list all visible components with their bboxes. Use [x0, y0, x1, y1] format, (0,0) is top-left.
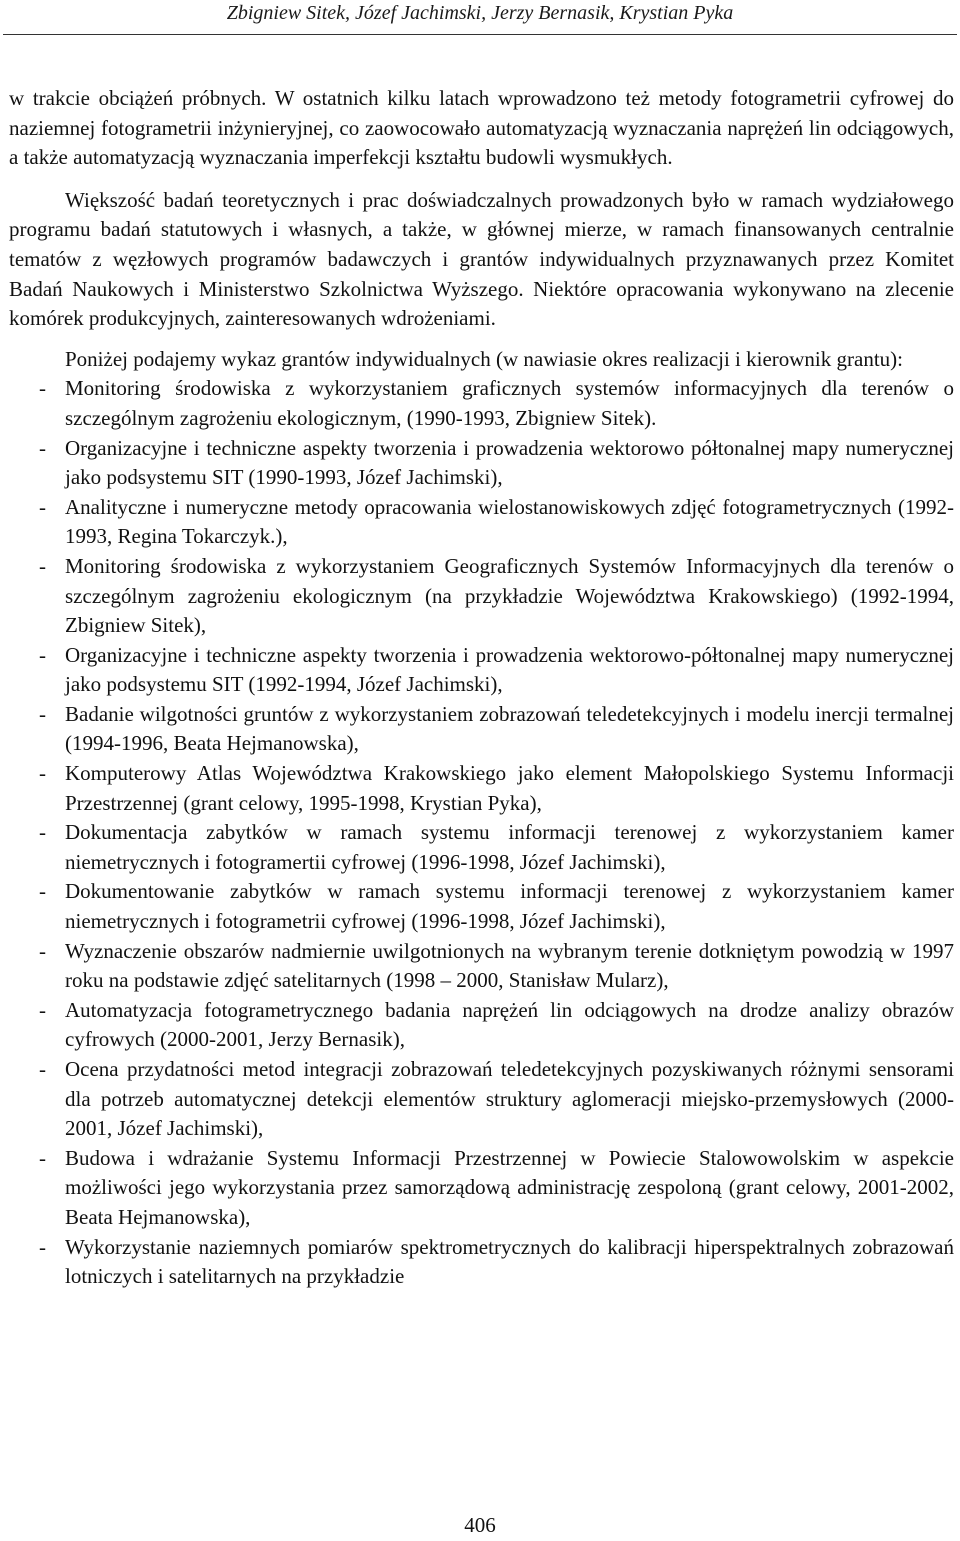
- grant-list-item: [9, 877, 954, 936]
- header-divider: [3, 34, 957, 35]
- list-dash-marker: -: [39, 820, 46, 845]
- page-number: 406: [464, 1513, 496, 1537]
- list-dash-marker: -: [39, 1057, 46, 1081]
- grant-description: Badanie wilgotności gruntów z wykorzystaniem zobrazowań teledetekcyjnych i modelu inercji termalnej (1994-1996, Beata Hejmanowska),: [65, 701, 954, 756]
- list-dash-marker: -: [39, 938, 46, 963]
- grant-list-item: [9, 552, 954, 641]
- grant-list-item: [9, 1055, 954, 1144]
- grant-list-item: [9, 1233, 954, 1292]
- grant-list-item: [9, 434, 954, 493]
- list-dash-marker: -: [39, 1234, 46, 1259]
- grant-list-item: [9, 700, 954, 759]
- grant-list-item: [9, 937, 954, 996]
- list-dash-marker: -: [39, 1145, 46, 1170]
- grant-list-item: [9, 818, 954, 877]
- grant-description: Wyznaczenie obszarów nadmiernie uwilgotnionych na wybranym terenie dotkniętym powodzią w 1997 roku na podstawie zdjęć satelitarnych (1998 – 2000, Stanisław Mularz),: [65, 938, 954, 993]
- list-dash-marker: -: [39, 376, 46, 401]
- paragraph-continuation: w trakcie obciążeń próbnych. W ostatnich kilku latach wprowadzono też metody fotogrametrii cyfrowej do naziemnej fotogrametrii inżynieryjnej, co zaowocowało automatyzacją wyznaczania naprężeń lin odciągowych, a także automatyzacją wyznaczania imperfekcji kształtu budowli wysmukłych.: [9, 86, 954, 170]
- grant-description: Budowa i wdrażanie Systemu Informacji Przestrzennej w Powiecie Stalowowolskim w aspekcie możliwości jego wykorzystania przez samorządową administrację zespoloną (grant celowy, 2001-2002, Beata Hejmanowska),: [65, 1145, 954, 1229]
- paragraph-grants-intro: Poniżej podajemy wykaz grantów indywidualnych (w nawiasie okres realizacji i kierownik grantu):: [65, 346, 903, 371]
- header-authors: Zbigniew Sitek, Józef Jachimski, Jerzy Bernasik, Krystian Pyka: [226, 2, 734, 24]
- list-dash-marker: -: [39, 553, 46, 578]
- grant-description: Dokumentacja zabytków w ramach systemu informacji terenowej z wykorzystaniem kamer niemetrycznych i fotogramertii cyfrowej (1996-1998, Józef Jachimski),: [65, 820, 954, 874]
- grant-description: Wykorzystanie naziemnych pomiarów spektrometrycznych do kalibracji hiperspektralnych zobrazowań lotniczych i satelitarnych na przykładzie: [65, 1234, 954, 1289]
- grant-description: Monitoring środowiska z wykorzystaniem graficznych systemów informacyjnych dla terenów o szczególnym zagrożeniu ekologicznym, (1990-1993, Zbigniew Sitek).: [65, 376, 954, 430]
- grant-description: Dokumentowanie zabytków w ramach systemu informacji terenowej z wykorzystaniem kamer niemetrycznych i fotogrametrii cyfrowej (1996-1998, Józef Jachimski),: [65, 879, 954, 934]
- grant-list-item: [9, 759, 954, 818]
- grant-description: Organizacyjne i techniczne aspekty tworzenia i prowadzenia wektorowo półtonalnej mapy numerycznej jako podsystemu SIT (1990-1993, Józef Jachimski),: [65, 435, 954, 490]
- grant-description: Monitoring środowiska z wykorzystaniem Geograficznych Systemów Informacyjnych dla terenów o szczególnym zagrożeniu ekologicznym (na przykładzie Województwa Krakowskiego) (1992-1994, Zbigniew Sitek),: [65, 553, 954, 638]
- list-dash-marker: -: [39, 435, 46, 460]
- list-dash-marker: -: [39, 642, 46, 667]
- list-dash-marker: -: [39, 494, 46, 519]
- grant-list-item: [9, 374, 954, 433]
- list-dash-marker: -: [39, 761, 46, 786]
- list-dash-marker: -: [39, 879, 46, 904]
- grant-list-item: [9, 493, 954, 552]
- running-header: [0, 0, 960, 40]
- grant-list-item: [9, 996, 954, 1055]
- grant-list-item: [9, 1144, 954, 1233]
- page-body: [9, 84, 954, 1292]
- list-dash-marker: -: [39, 997, 46, 1022]
- grants-list: [9, 374, 954, 1291]
- paragraph-research-funding: Większość badań teoretycznych i prac doświadczalnych prowadzonych było w ramach wydziałowego programu badań statutowych i własnych, a także, w głównej mierze, w ramach finansowanych centralnie tematów z węzłowych programów badawczych i grantów indywidualnych przyznawanych przez Komitet Badań Naukowych i Ministerstwo Szkolnictwa Wyższego. Niektóre opracowania wykonywano na zlecenie komórek produkcyjnych, zainteresowanych wdrożeniami.: [9, 187, 954, 331]
- grant-description: Organizacyjne i techniczne aspekty tworzenia i prowadzenia wektorowo-półtonalnej mapy numerycznej jako podsystemu SIT (1992-1994, Józef Jachimski),: [65, 642, 954, 697]
- grant-description: Ocena przydatności metod integracji zobrazowań teledetekcyjnych pozyskiwanych różnymi sensorami dla potrzeb automatycznej detekcji elementów struktury aglomeracji miejsko-przemysłowych (2000-2001, Józef Jachimski),: [65, 1057, 954, 1141]
- list-dash-marker: -: [39, 701, 46, 726]
- grant-description: Automatyzacja fotogrametrycznego badania naprężeń lin odciągowych na drodze analizy obrazów cyfrowych (2000-2001, Jerzy Bernasik),: [65, 997, 954, 1052]
- grant-description: Komputerowy Atlas Województwa Krakowskiego jako element Małopolskiego Systemu Informacji Przestrzennej (grant celowy, 1995-1998, Krystian Pyka),: [65, 761, 954, 815]
- grant-list-item: [9, 641, 954, 700]
- grant-description: Analityczne i numeryczne metody opracowania wielostanowiskowych zdjęć fotogrametrycznych (1992-1993, Regina Tokarczyk.),: [65, 494, 954, 549]
